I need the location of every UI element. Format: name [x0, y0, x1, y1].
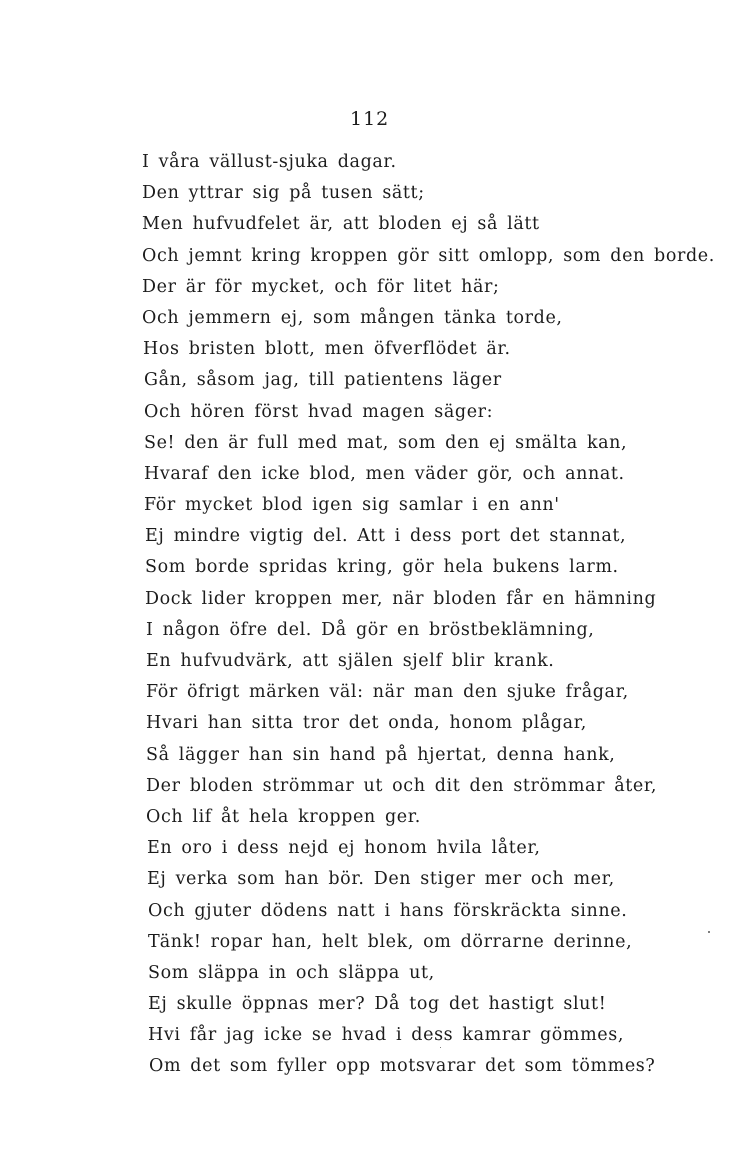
poem-line: Så lägger han sin hand på hjertat, denna hank,	[146, 744, 616, 765]
poem-line: Hos bristen blott, men öfverflödet är.	[143, 339, 511, 360]
poem-line: En oro i dess nejd ej honom hvila låter,	[147, 838, 541, 859]
print-speck	[708, 931, 710, 933]
poem-line: Der är för mycket, och för litet här;	[142, 276, 500, 297]
poem-line: Och jemnt kring kroppen gör sitt omlopp, som den borde.	[142, 245, 715, 266]
poem-line: Hvari han sitta tror det onda, honom plågar,	[146, 713, 587, 734]
poem-line: Tänk! ropar han, helt blek, om dörrarne derinne,	[148, 931, 633, 952]
poem-line: Men hufvudfelet är, att bloden ej så lätt	[142, 214, 540, 235]
poem-line: För mycket blod igen sig samlar i en ann'	[144, 495, 560, 516]
poem-line: Och lif åt hela kroppen ger.	[146, 806, 421, 827]
poem-line: Om det som fyller opp motsvarar det som tömmes?	[149, 1056, 656, 1077]
poem-line: En hufvudvärk, att själen sjelf blir krank.	[146, 651, 555, 671]
poem-line: Och gjuter dödens natt i hans förskräckta sinne.	[148, 900, 628, 921]
poem-line: Ej verka som han bör. Den stiger mer och mer,	[147, 869, 615, 890]
poem-line: Dock lider kroppen mer, när bloden får en hämning	[145, 588, 657, 609]
poem-text	[140, 147, 720, 1083]
poem-line: Ej skulle öppnas mer? Då tog det hastigt slut!	[148, 994, 607, 1015]
poem-line: Ej mindre vigtig del. Att i dess port det stannat,	[145, 526, 627, 547]
poem-line: Hvaraf den icke blod, men väder gör, och annat.	[144, 463, 625, 484]
poem-line: Och jemmern ej, som mången tänka torde,	[142, 307, 563, 328]
poem-line: Och hören först hvad magen säger:	[144, 401, 494, 422]
poem-line: I våra vällust-sjuka dagar.	[142, 152, 397, 172]
poem-line: I någon öfre del. Då gör en bröstbeklämning,	[146, 619, 595, 640]
page-number: 112	[350, 108, 390, 130]
print-speck	[440, 1047, 441, 1048]
poem-line: Den yttrar sig på tusen sätt;	[142, 183, 425, 204]
poem-line: Som släppa in och släppa ut,	[148, 962, 435, 983]
poem-line: För öfrigt märken väl: när man den sjuke frågar,	[146, 682, 629, 703]
poem-line: Se! den är full med mat, som den ej smälta kan,	[144, 432, 628, 453]
poem-line: Hvi får jag icke se hvad i dess kamrar gömmes,	[148, 1025, 624, 1046]
poem-line: Der bloden strömmar ut och dit den strömmar åter,	[146, 775, 658, 796]
poem-line: Som borde spridas kring, gör hela bukens larm.	[145, 557, 619, 578]
poem-line: Gån, såsom jag, till patientens läger	[144, 370, 502, 391]
